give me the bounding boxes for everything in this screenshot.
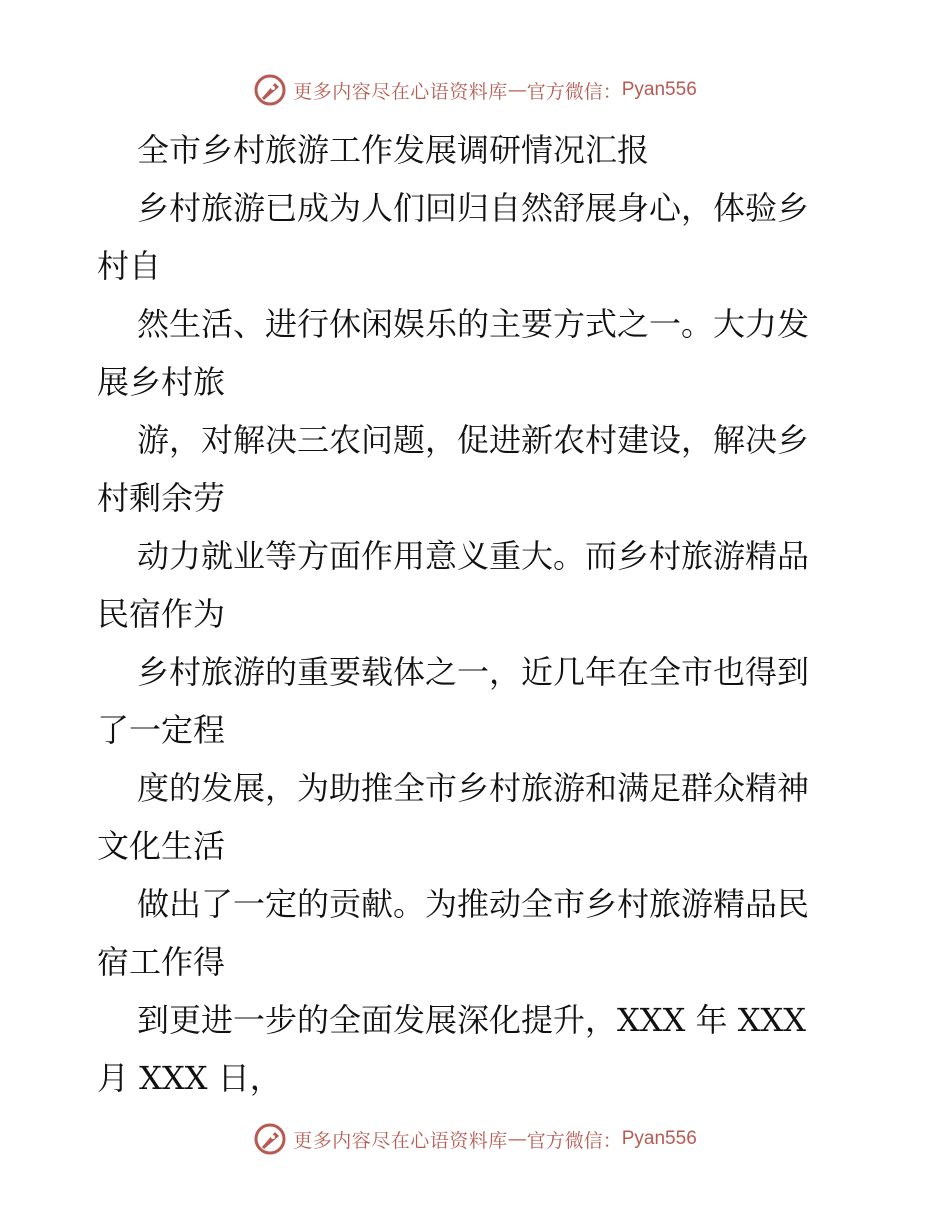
- watermark-wechat-id: Pyan556: [621, 79, 697, 100]
- watermark-dash: —: [507, 1128, 527, 1150]
- body-line: 文化生活: [97, 827, 226, 865]
- watermark-wechat-label: 官方微信：: [526, 80, 622, 103]
- watermark-dash: —: [507, 79, 527, 101]
- body-line: 月 XXX 日，: [97, 1059, 282, 1097]
- pen-nib-icon: [253, 1122, 287, 1156]
- pen-nib-icon: [253, 73, 287, 107]
- body-line: 乡村旅游已成为人们回归自然舒展身心，体验乡: [137, 189, 810, 227]
- body-line: 民宿作为: [97, 595, 226, 633]
- body-line: 度的发展，为助推全市乡村旅游和满足群众精神: [137, 769, 810, 807]
- body-line: 然生活、进行休闲娱乐的主要方式之一。大力发: [137, 305, 810, 343]
- watermark-text: 更多内容尽在心语资料库: [293, 1129, 508, 1152]
- body-line: 宿工作得: [97, 943, 226, 981]
- body-line: 游，对解决三农问题，促进新农村建设，解决乡: [137, 421, 810, 459]
- body-line: 了一定程: [97, 711, 226, 749]
- body-line: 做出了一定的贡献。为推动全市乡村旅游精品民: [137, 885, 810, 923]
- document-title: 全市乡村旅游工作发展调研情况汇报: [137, 131, 650, 169]
- body-line: 展乡村旅: [97, 363, 226, 401]
- header-watermark: [0, 72, 950, 108]
- body-line: 村剩余劳: [97, 479, 226, 517]
- body-line: 乡村旅游的重要载体之一，近几年在全市也得到: [137, 653, 810, 691]
- watermark-text: 更多内容尽在心语资料库: [293, 80, 508, 103]
- watermark-wechat-label: 官方微信：: [526, 1129, 622, 1152]
- body-line: 到更进一步的全面发展深化提升，XXX 年 XXX: [137, 1001, 807, 1039]
- watermark-wechat-id: Pyan556: [621, 1128, 697, 1149]
- document-body: [97, 121, 857, 1107]
- body-line: 村自: [97, 247, 162, 285]
- footer-watermark: [0, 1121, 950, 1157]
- body-line: 动力就业等方面作用意义重大。而乡村旅游精品: [137, 537, 810, 575]
